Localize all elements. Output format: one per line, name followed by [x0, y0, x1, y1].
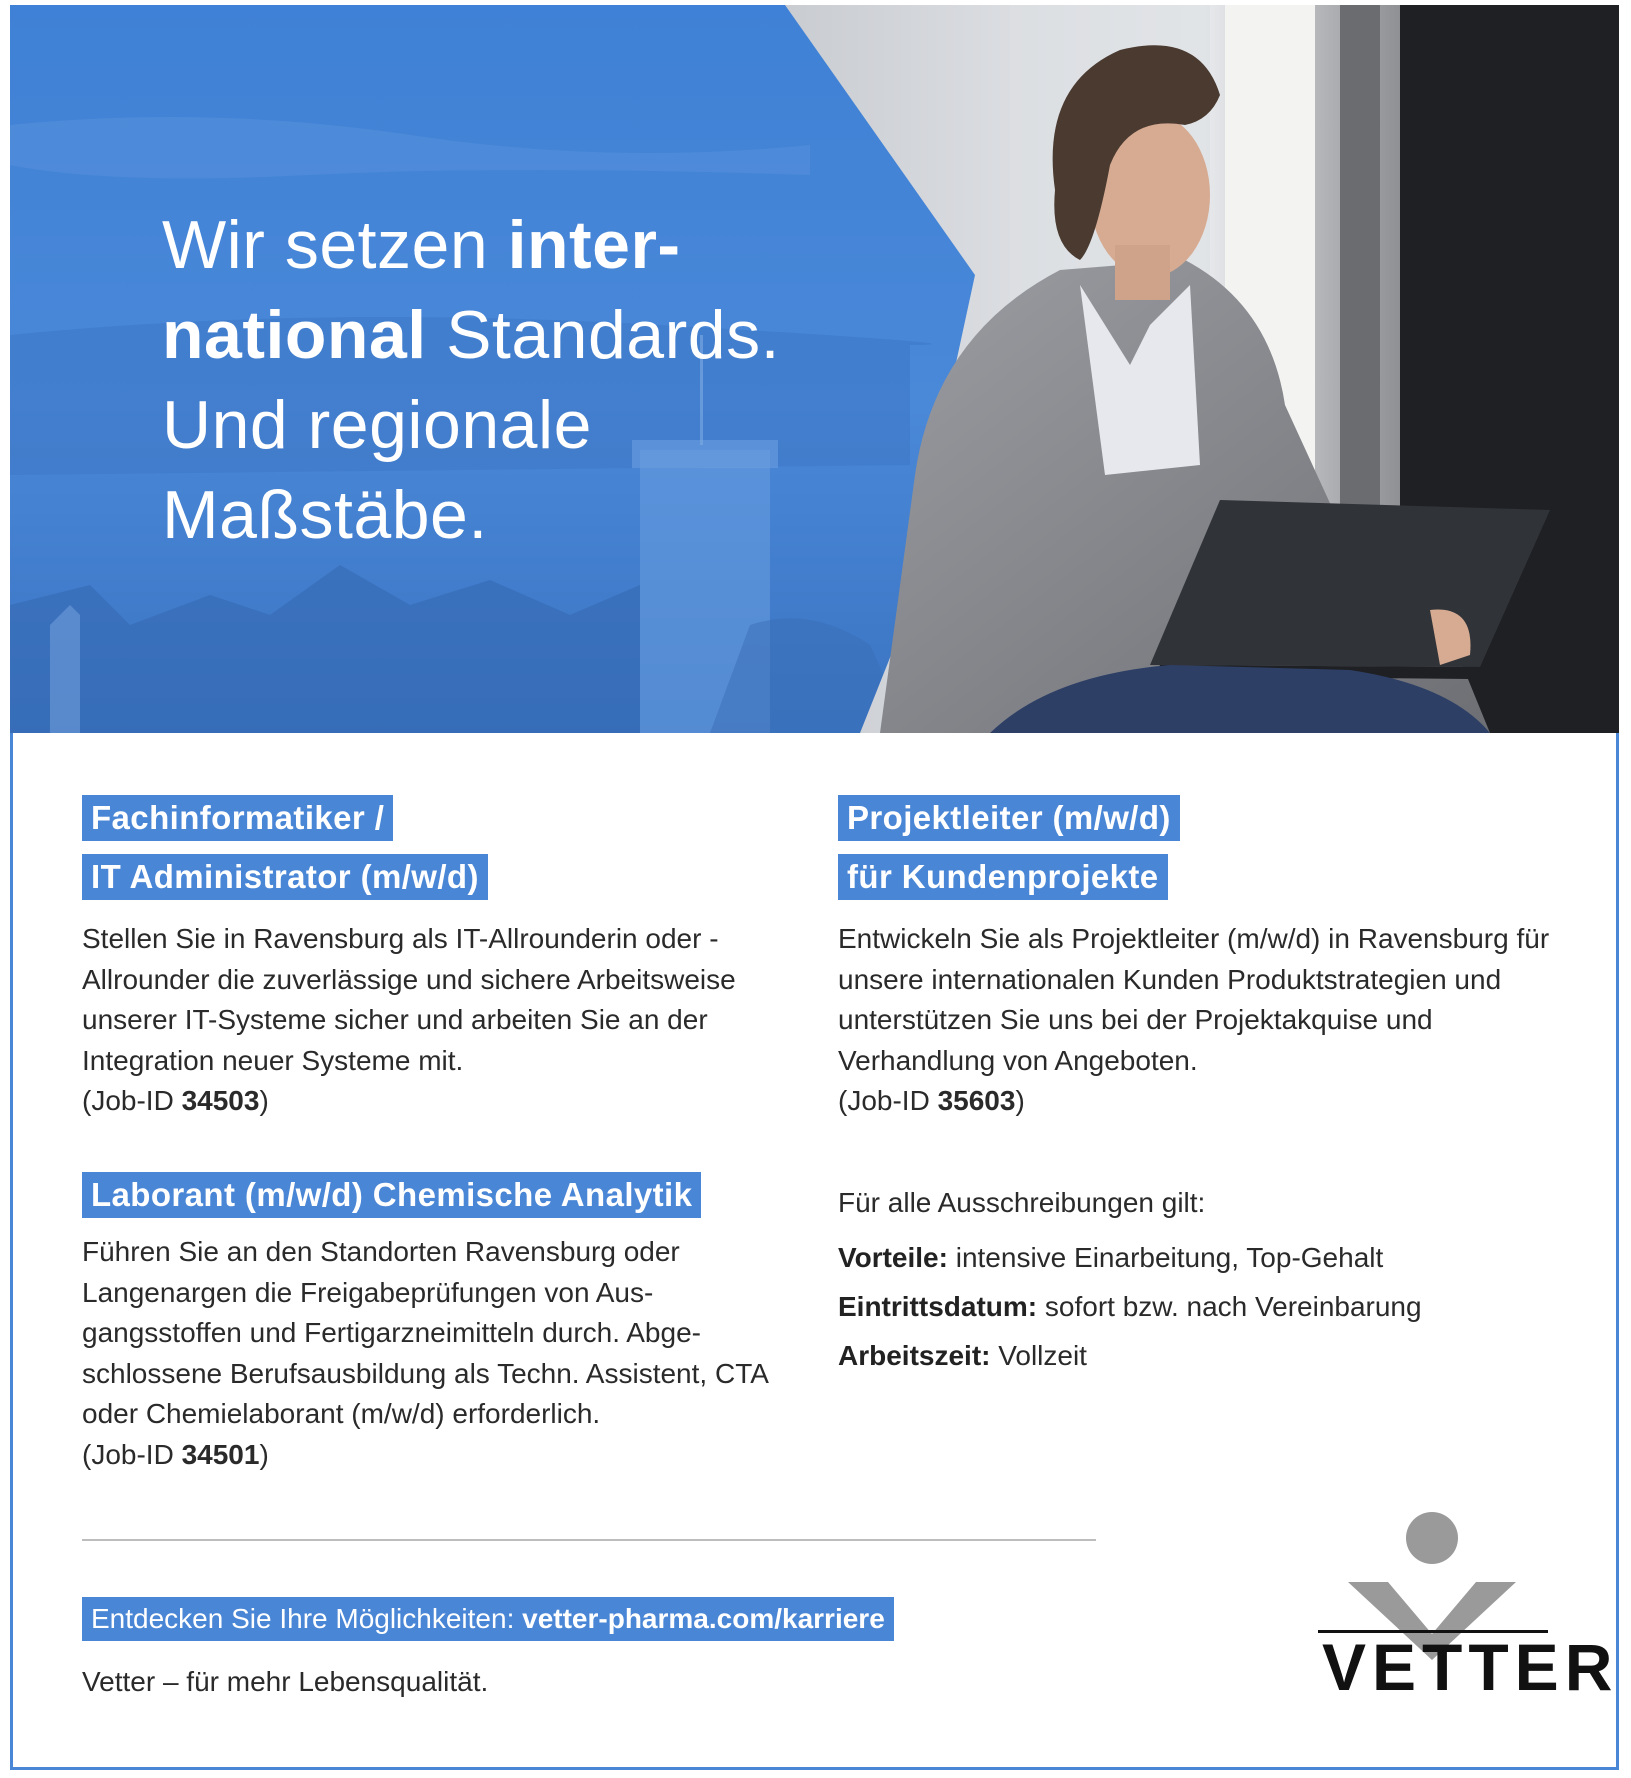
tagline: Vetter – für mehr Lebensqualität.: [82, 1666, 489, 1697]
job-title-line-2: für Kundenprojekte: [838, 854, 1168, 900]
headline-line-2: national Standards.: [162, 297, 780, 373]
headline-line-1: Wir setzen inter-: [162, 207, 681, 283]
job-id: (Job-ID 34503): [82, 1085, 269, 1116]
job-title-line-1: Fachinformatiker /: [82, 795, 393, 841]
hero-headline: [162, 200, 780, 560]
divider: [82, 1539, 1096, 1541]
start-date-row: Eintrittsdatum: sofort bzw. nach Vereinbarung: [838, 1291, 1422, 1322]
job-title-line-1: Projektleiter (m/w/d): [838, 795, 1180, 841]
job-description: Stellen Sie in Ravensburg als IT-Allrounderin oder -Allrounder die zuverlässige und sichere Arbeitsweise unserer IT-Systeme sicher und arbeiten Sie an der Integration neuer Systeme mit. (Job-ID 34503): [82, 923, 736, 1116]
working-hours-row: Arbeitszeit: Vollzeit: [838, 1340, 1087, 1371]
job-description: Entwickeln Sie als Projektleiter (m/w/d) in Ravensburg für unsere internationalen Kunden Produktstrategien und unterstützen Sie uns bei der Projektakquise und Verhandlung von Angeboten. (Job-ID 35603): [838, 923, 1550, 1116]
job-id: (Job-ID 34501): [82, 1438, 269, 1470]
logo-wordmark: VETTER: [1322, 1630, 1619, 1704]
job-projektleiter: [838, 795, 1558, 1122]
headline-line-3: Und regionale: [162, 387, 592, 463]
job-it-administrator: [82, 795, 802, 1122]
benefits-row: Vorteile: intensive Einarbeitung, Top-Gehalt: [838, 1242, 1384, 1273]
job-laborant: [82, 1172, 842, 1475]
general-intro: Für alle Ausschreibungen gilt:: [838, 1187, 1206, 1218]
career-url[interactable]: vetter-pharma.com/karriere: [522, 1603, 885, 1634]
headline-line-4: Maßstäbe.: [162, 477, 488, 553]
job-title-line-2: IT Administrator (m/w/d): [82, 854, 488, 900]
career-link[interactable]: Entdecken Sie Ihre Möglichkeiten: vetter-pharma.com/karriere: [82, 1597, 894, 1641]
hero-banner: [10, 5, 1619, 733]
job-description: Führen Sie an den Standorten Ravensburg oder Langenargen die Freigabeprüfungen von Ausgangsstoffen und Fertigarzneimitteln durch. Abgeschlossene Berufsausbildung als Techn. Assistent, CTA oder Chemielaborant (m/w/d) erforderlich. (Job-ID 34501): [82, 1236, 768, 1470]
job-title: Laborant (m/w/d) Chemische Analytik: [82, 1172, 701, 1218]
job-id: (Job-ID 35603): [838, 1085, 1025, 1116]
general-conditions: [838, 1178, 1558, 1380]
